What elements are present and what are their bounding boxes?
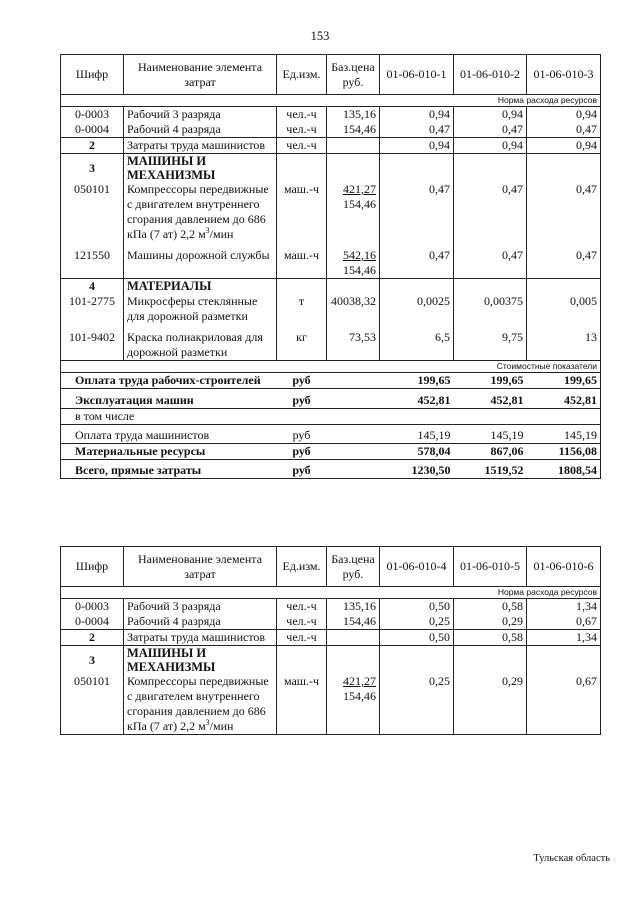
norm-caption: Норма расхода ресурсов — [61, 587, 601, 599]
table-header-row — [61, 547, 601, 587]
header-col-3: 01-06-010-3 — [527, 55, 601, 95]
section-title: МАШИНЫ И МЕХАНИЗМЫ — [124, 154, 277, 183]
row-name: Затраты труда машинистов — [124, 138, 277, 154]
total-unit: руб — [277, 373, 327, 389]
footer-region-label: Тульская область — [533, 853, 610, 864]
row-value: 0,47 — [454, 242, 527, 279]
row-name: Машины дорожной службы — [124, 242, 277, 279]
empty-cell — [380, 646, 454, 675]
header-name: Наименование элемента затрат — [124, 55, 277, 95]
table-row — [61, 324, 601, 361]
row-value: 0,47 — [454, 182, 527, 242]
row-value: 0,94 — [527, 107, 601, 123]
row-name: Рабочий 4 разряда — [124, 614, 277, 630]
table-row — [61, 182, 601, 242]
section-code: 3 — [61, 646, 124, 675]
total-value: 452,81 — [527, 389, 601, 409]
empty-cell — [327, 154, 380, 183]
row-code: 2 — [61, 630, 124, 646]
row-price-top: 421,27 — [343, 182, 376, 196]
row-value: 0,29 — [454, 614, 527, 630]
total-value: 145,19 — [380, 425, 454, 444]
row-price: 154,46 — [327, 614, 380, 630]
total-unit: руб — [277, 460, 327, 479]
empty-cell — [380, 279, 454, 295]
row-value: 0,50 — [380, 630, 454, 646]
empty-cell — [380, 154, 454, 183]
section-code: 4 — [61, 279, 124, 295]
header-col-1: 01-06-010-1 — [380, 55, 454, 95]
row-name — [124, 182, 277, 242]
total-unit: руб — [277, 389, 327, 409]
row-value: 0,50 — [380, 599, 454, 615]
empty-cell — [454, 154, 527, 183]
total-value: 578,04 — [380, 444, 454, 460]
empty-cell — [327, 409, 380, 425]
row-unit: чел.-ч — [277, 107, 327, 123]
row-code: 050101 — [61, 182, 124, 242]
row-code: 050101 — [61, 674, 124, 735]
header-col-6: 01-06-010-6 — [527, 547, 601, 587]
table-row — [61, 630, 601, 646]
row-price-bottom: 154,46 — [343, 197, 376, 211]
row-code: 101-9402 — [61, 324, 124, 361]
header-col-5: 01-06-010-5 — [454, 547, 527, 587]
row-value: 1,34 — [527, 599, 601, 615]
row-price: 135,16 — [327, 599, 380, 615]
row-value: 0,0025 — [380, 294, 454, 324]
table-row — [61, 122, 601, 138]
page-number: 153 — [310, 29, 330, 43]
row-value: 0,58 — [454, 599, 527, 615]
header-price: Баз.цена руб. — [327, 547, 380, 587]
total-value: 199,65 — [380, 373, 454, 389]
row-value: 0,94 — [454, 107, 527, 123]
total-unit: руб — [277, 425, 327, 444]
row-value: 0,29 — [454, 674, 527, 735]
row-unit: чел.-ч — [277, 599, 327, 615]
section-row — [61, 646, 601, 675]
empty-cell — [327, 389, 380, 409]
row-value: 0,94 — [380, 138, 454, 154]
empty-cell — [277, 154, 327, 183]
total-row — [61, 425, 601, 444]
total-row — [61, 460, 601, 479]
table-row — [61, 614, 601, 630]
row-name-tail: /мин — [209, 227, 234, 241]
empty-cell — [527, 154, 601, 183]
row-price — [327, 242, 380, 279]
row-price: 154,46 — [327, 122, 380, 138]
total-name: Всего, прямые затраты — [61, 460, 277, 479]
row-value: 0,47 — [527, 122, 601, 138]
row-unit: чел.-ч — [277, 630, 327, 646]
total-value: 1808,54 — [527, 460, 601, 479]
total-name: Оплата труда рабочих-строителей — [61, 373, 277, 389]
row-name-sup: 3 — [205, 718, 210, 727]
row-name: Краска полиакриловая для дорожной разметки — [124, 324, 277, 361]
row-value: 0,94 — [454, 138, 527, 154]
empty-cell — [327, 460, 380, 479]
row-value: 0,94 — [380, 107, 454, 123]
section-title: МАШИНЫ И МЕХАНИЗМЫ — [124, 646, 277, 675]
table-row — [61, 294, 601, 324]
total-value: 199,65 — [454, 373, 527, 389]
row-unit: кг — [277, 324, 327, 361]
total-row — [61, 444, 601, 460]
section-code: 3 — [61, 154, 124, 183]
row-name-text: Компрессоры передвижные с двигателем внутреннего сгорания давлением до 686 кПа (7 ат) 2,2 м — [127, 182, 269, 241]
total-name: Эксплуатация машин — [61, 389, 277, 409]
total-unit: руб — [277, 444, 327, 460]
row-value: 0,005 — [527, 294, 601, 324]
row-price: 135,16 — [327, 107, 380, 123]
row-price — [327, 138, 380, 154]
header-unit: Ед.изм. — [277, 547, 327, 587]
total-value: 1156,08 — [527, 444, 601, 460]
row-code: 0-0004 — [61, 122, 124, 138]
row-value: 0,00375 — [454, 294, 527, 324]
cost-caption: Стоимостные показатели — [61, 361, 601, 373]
table-row — [61, 107, 601, 123]
row-value: 0,25 — [380, 674, 454, 735]
row-price: 40038,32 — [327, 294, 380, 324]
row-name: Микросферы стеклянные для дорожной разметки — [124, 294, 277, 324]
total-value: 145,19 — [454, 425, 527, 444]
header-col-4: 01-06-010-4 — [380, 547, 454, 587]
row-name-sup: 3 — [205, 226, 210, 235]
row-unit: чел.-ч — [277, 614, 327, 630]
section-row — [61, 279, 601, 295]
section-row — [61, 154, 601, 183]
row-name-tail: /мин — [209, 719, 234, 733]
row-value: 0,58 — [454, 630, 527, 646]
total-value — [527, 409, 601, 425]
row-name: Рабочий 4 разряда — [124, 122, 277, 138]
resource-table-2 — [60, 546, 601, 735]
row-value: 0,94 — [527, 138, 601, 154]
empty-cell — [327, 646, 380, 675]
row-unit: чел.-ч — [277, 138, 327, 154]
empty-cell — [327, 279, 380, 295]
row-code: 0-0003 — [61, 107, 124, 123]
empty-cell — [277, 279, 327, 295]
row-code: 2 — [61, 138, 124, 154]
row-name: Затраты труда машинистов — [124, 630, 277, 646]
caption-row — [61, 95, 601, 107]
row-price-top: 542,16 — [343, 248, 376, 262]
row-value: 6,5 — [380, 324, 454, 361]
header-unit: Ед.изм. — [277, 55, 327, 95]
header-code: Шифр — [61, 547, 124, 587]
row-value: 0,47 — [380, 242, 454, 279]
resource-table-1 — [60, 54, 601, 479]
total-value — [454, 409, 527, 425]
row-price-top: 421,27 — [343, 674, 376, 688]
total-value: 452,81 — [380, 389, 454, 409]
row-value: 13 — [527, 324, 601, 361]
header-code: Шифр — [61, 55, 124, 95]
empty-cell — [277, 646, 327, 675]
row-name: Рабочий 3 разряда — [124, 599, 277, 615]
row-value: 0,47 — [454, 122, 527, 138]
table-row — [61, 138, 601, 154]
table-header-row — [61, 55, 601, 95]
total-name: в том числе — [61, 409, 277, 425]
total-name: Оплата труда машинистов — [61, 425, 277, 444]
table-row — [61, 242, 601, 279]
caption-row — [61, 361, 601, 373]
total-name: Материальные ресурсы — [61, 444, 277, 460]
row-value: 0,47 — [380, 122, 454, 138]
row-value: 0,25 — [380, 614, 454, 630]
row-price-bottom: 154,46 — [343, 263, 376, 277]
row-code: 121550 — [61, 242, 124, 279]
total-unit — [277, 409, 327, 425]
row-code: 101-2775 — [61, 294, 124, 324]
total-row — [61, 409, 601, 425]
caption-row — [61, 587, 601, 599]
total-value: 452,81 — [454, 389, 527, 409]
table-row — [61, 674, 601, 735]
row-name: Рабочий 3 разряда — [124, 107, 277, 123]
row-unit: маш.-ч — [277, 182, 327, 242]
table-row — [61, 599, 601, 615]
row-value: 0,47 — [527, 242, 601, 279]
row-price-bottom: 154,46 — [343, 689, 376, 703]
total-value: 199,65 — [527, 373, 601, 389]
row-value: 0,67 — [527, 674, 601, 735]
row-price: 73,53 — [327, 324, 380, 361]
row-unit: маш.-ч — [277, 242, 327, 279]
row-value: 9,75 — [454, 324, 527, 361]
row-price — [327, 674, 380, 735]
row-name-text: Компрессоры передвижные с двигателем внутреннего сгорания давлением до 686 кПа (7 ат) 2,2 м — [127, 674, 269, 733]
row-unit: чел.-ч — [277, 122, 327, 138]
total-row — [61, 389, 601, 409]
header-price: Баз.цена руб. — [327, 55, 380, 95]
row-unit: т — [277, 294, 327, 324]
section-title: МАТЕРИАЛЫ — [124, 279, 277, 295]
row-value: 0,67 — [527, 614, 601, 630]
empty-cell — [454, 646, 527, 675]
header-name: Наименование элемента затрат — [124, 547, 277, 587]
row-value: 1,34 — [527, 630, 601, 646]
norm-caption: Норма расхода ресурсов — [61, 95, 601, 107]
empty-cell — [454, 279, 527, 295]
empty-cell — [527, 646, 601, 675]
empty-cell — [327, 425, 380, 444]
header-col-2: 01-06-010-2 — [454, 55, 527, 95]
row-value: 0,47 — [527, 182, 601, 242]
row-name — [124, 674, 277, 735]
total-value: 1230,50 — [380, 460, 454, 479]
row-price — [327, 182, 380, 242]
empty-cell — [327, 444, 380, 460]
row-code: 0-0004 — [61, 614, 124, 630]
empty-cell — [327, 373, 380, 389]
row-unit: маш.-ч — [277, 674, 327, 735]
row-code: 0-0003 — [61, 599, 124, 615]
row-price — [327, 630, 380, 646]
row-value: 0,47 — [380, 182, 454, 242]
total-row — [61, 373, 601, 389]
total-value: 1519,52 — [454, 460, 527, 479]
total-value — [380, 409, 454, 425]
total-value: 145,19 — [527, 425, 601, 444]
empty-cell — [527, 279, 601, 295]
total-value: 867,06 — [454, 444, 527, 460]
